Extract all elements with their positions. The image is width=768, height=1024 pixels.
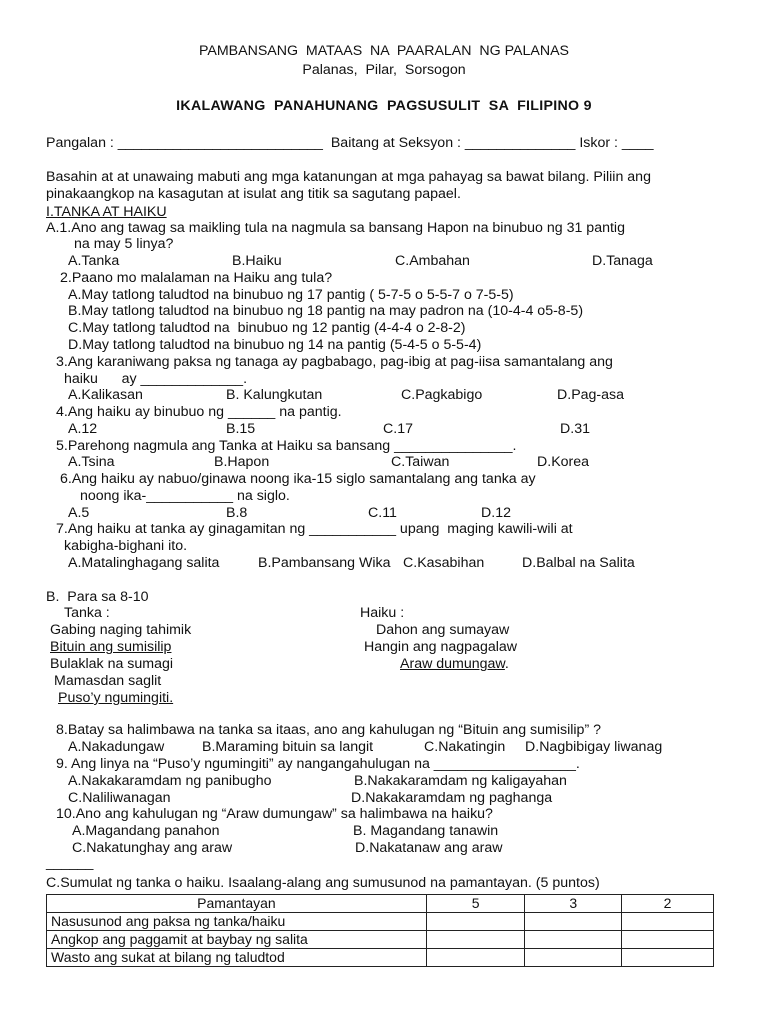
q1-choice-b: B.Haiku xyxy=(232,253,282,269)
q10-choice-b: B. Magandang tanawin xyxy=(353,823,499,839)
question-4: 4.Ang haiku ay binubuo ng ______ na pantig. xyxy=(56,404,342,420)
haiku-line-3-text: Araw dumungaw xyxy=(400,656,505,672)
q2-choice-a: A.May tatlong taludtod na binubuo ng 17 pantig ( 5-7-5 o 5-5-7 o 7-5-5) xyxy=(68,287,514,303)
score-blank[interactable]: ____ xyxy=(621,135,654,151)
q2-choice-b: B.May tatlong taludtod na binubuo ng 18 pantig na may padron na (10-4-4 o5-8-5) xyxy=(68,303,584,319)
rubric-header-5: 5 xyxy=(426,895,525,913)
tanka-line-4: Mamasdan saglit xyxy=(54,673,162,689)
question-1: A.1.Ano ang tawag sa maikling tula na nagmula sa bansang Hapon na binubuo ng 31 pantig xyxy=(46,220,625,236)
score-label: Iskor : xyxy=(579,135,622,151)
question-1-cont: na may 5 linya? xyxy=(74,236,174,252)
rubric-cell-3[interactable] xyxy=(525,931,622,949)
student-info-line xyxy=(46,135,653,152)
q9-choice-b: B.Nakakaramdam ng kaligayahan xyxy=(354,773,567,789)
haiku-line-1: Dahon ang sumayaw xyxy=(376,622,510,638)
q2-choice-d: D.May tatlong taludtod na binubuo ng 14 na pantig (5-4-5 o 5-5-4) xyxy=(68,337,482,353)
rubric-cell-5[interactable] xyxy=(426,913,525,931)
q5-choice-b: B.Hapon xyxy=(214,454,270,470)
rubric-header-criteria: Pamantayan xyxy=(47,895,427,913)
q6-choice-c: C.11 xyxy=(368,505,397,521)
q10-choice-d: D.Nakatanaw ang araw xyxy=(355,840,503,856)
q8-choice-d: D.Nagbibigay liwanag xyxy=(525,739,663,755)
question-2: 2.Paano mo malalaman na Haiku ang tula? xyxy=(60,270,333,286)
exam-title: IKALAWANG PANAHUNANG PAGSUSULIT SA FILIPINO 9 xyxy=(176,98,592,114)
instructions-line-1: Basahin at at unawaing mabuti ang mga katanungan at mga pahayag sa bawat bilang. Piliin ang xyxy=(46,169,651,185)
rubric-table xyxy=(46,894,714,967)
school-name: PAMBANSANG MATAAS NA PAARALAN NG PALANAS xyxy=(198,43,570,59)
q3-choice-b: B. Kalungkutan xyxy=(226,387,323,403)
section-b-title: B. Para sa 8-10 xyxy=(46,589,149,605)
rubric-criterion: Angkop ang paggamit at baybay ng salita xyxy=(47,931,427,949)
question-6: 6.Ang haiku ay nabuo/ginawa noong ika-15 siglo samantalang ang tanka ay xyxy=(60,471,536,487)
q8-choice-a: A.Nakadungaw xyxy=(68,739,165,755)
tanka-label: Tanka : xyxy=(64,605,110,621)
q4-choice-a: A.12 xyxy=(68,421,98,437)
question-8-tail: ” ? xyxy=(584,722,601,738)
question-3-cont: haiku ay _____________. xyxy=(64,371,248,387)
rubric-cell-2[interactable] xyxy=(622,949,714,967)
rubric-cell-5[interactable] xyxy=(426,931,525,949)
question-3: 3.Ang karaniwang paksa ng tanaga ay pagbabago, pag-ibig at pag-iisa samantalang ang xyxy=(56,354,613,370)
question-5: 5.Parehong nagmula ang Tanka at Haiku sa bansang _______________. xyxy=(56,438,517,454)
q6-choice-a: A.5 xyxy=(68,505,90,521)
q5-choice-c: C.Taiwan xyxy=(391,454,450,470)
q1-choice-d: D.Tanaga xyxy=(592,253,653,269)
q1-choice-c: C.Ambahan xyxy=(395,253,470,269)
question-8 xyxy=(56,722,601,739)
q7-choice-d: D.Balbal na Salita xyxy=(522,555,635,571)
q9-choice-a: A.Nakakaramdam ng panibugho xyxy=(68,773,272,789)
haiku-line-3-period: . xyxy=(504,656,509,672)
q9-choice-d: D.Nakakaramdam ng paghanga xyxy=(351,790,553,806)
school-address: Palanas, Pilar, Sorsogon xyxy=(302,62,466,78)
q10-choice-c: C.Nakatunghay ang araw xyxy=(72,840,233,856)
instructions-line-2: pinakaangkop na kasagutan at isulat ang titik sa sagutang papael. xyxy=(46,186,461,202)
table-row xyxy=(47,913,714,931)
rubric-header-row xyxy=(47,895,714,913)
tanka-line-2: Bituin ang sumisilip xyxy=(50,639,172,655)
table-row xyxy=(47,949,714,967)
section-1-title: I.TANKA AT HAIKU xyxy=(46,204,167,220)
q8-choice-c: C.Nakatingin xyxy=(424,739,506,755)
q5-choice-a: A.Tsina xyxy=(68,454,115,470)
haiku-line-2: Hangin ang nagpagalaw xyxy=(364,639,518,655)
rubric-cell-2[interactable] xyxy=(622,931,714,949)
rubric-cell-2[interactable] xyxy=(622,913,714,931)
question-9: 9. Ang linya na “Puso’y ngumingiti” ay nangangahulugan na __________________. xyxy=(56,756,580,772)
haiku-label: Haiku : xyxy=(360,605,405,621)
q8-choice-b: B.Maraming bituin sa langit xyxy=(202,739,374,755)
haiku-line-3 xyxy=(400,656,509,673)
question-10: 10.Ano ang kahulugan ng “Araw dumungaw” sa halimbawa na haiku? xyxy=(56,806,493,822)
table-row xyxy=(47,931,714,949)
name-blank[interactable]: __________________________ xyxy=(117,135,323,151)
tanka-line-1: Gabing naging tahimik xyxy=(50,622,192,638)
q7-choice-b: B.Pambansang Wika xyxy=(258,555,391,571)
q3-choice-c: C.Pagkabigo xyxy=(401,387,483,403)
question-8-text: 8.Batay sa halimbawa na tanka sa itaas, ano ang kahulugan ng “Bituin ang sumisilip xyxy=(56,722,585,738)
tanka-line-5: Puso’y ngumingiti. xyxy=(58,690,174,706)
rubric-criterion: Nasusunod ang paksa ng tanka/haiku xyxy=(47,913,427,931)
rubric-header-3: 3 xyxy=(525,895,622,913)
grade-blank[interactable]: ______________ xyxy=(464,135,576,151)
tanka-line-3: Bulaklak na sumagi xyxy=(50,656,174,672)
rubric-cell-3[interactable] xyxy=(525,913,622,931)
rubric-cell-3[interactable] xyxy=(525,949,622,967)
question-7: 7.Ang haiku at tanka ay ginagamitan ng ___________ upang maging kawili-wili at xyxy=(56,521,573,537)
question-7-cont: kabigha-bighani ito. xyxy=(64,538,188,554)
q4-choice-c: C.17 xyxy=(383,421,413,437)
section-c-title: C.Sumulat ng tanka o haiku. Isaalang-alang ang sumusunod na pamantayan. (5 puntos) xyxy=(46,875,600,891)
rubric-header-2: 2 xyxy=(622,895,714,913)
q7-choice-a: A.Matalinghagang salita xyxy=(68,555,220,571)
q5-choice-d: D.Korea xyxy=(537,454,590,470)
q3-choice-d: D.Pag-asa xyxy=(557,387,625,403)
q10-choice-a: A.Magandang panahon xyxy=(72,823,220,839)
q7-choice-c: C.Kasabihan xyxy=(403,555,485,571)
q1-choice-a: A.Tanka xyxy=(68,253,120,269)
q4-choice-b: B.15 xyxy=(226,421,256,437)
rubric-cell-5[interactable] xyxy=(426,949,525,967)
q6-choice-d: D.12 xyxy=(481,505,511,521)
grade-label: Baitang at Seksyon : xyxy=(330,135,465,151)
divider-blank: ______ xyxy=(46,855,94,871)
q6-choice-b: B.8 xyxy=(226,505,248,521)
q3-choice-a: A.Kalikasan xyxy=(68,387,143,403)
question-6-cont: noong ika-___________ na siglo. xyxy=(80,488,290,504)
q9-choice-c: C.Naliliwanagan xyxy=(68,790,171,806)
q4-choice-d: D.31 xyxy=(560,421,590,437)
rubric-criterion: Wasto ang sukat at bilang ng taludtod xyxy=(47,949,427,967)
name-label: Pangalan : xyxy=(46,135,118,151)
q2-choice-c: C.May tatlong taludtod na binubuo ng 12 pantig (4-4-4 o 2-8-2) xyxy=(68,320,466,336)
